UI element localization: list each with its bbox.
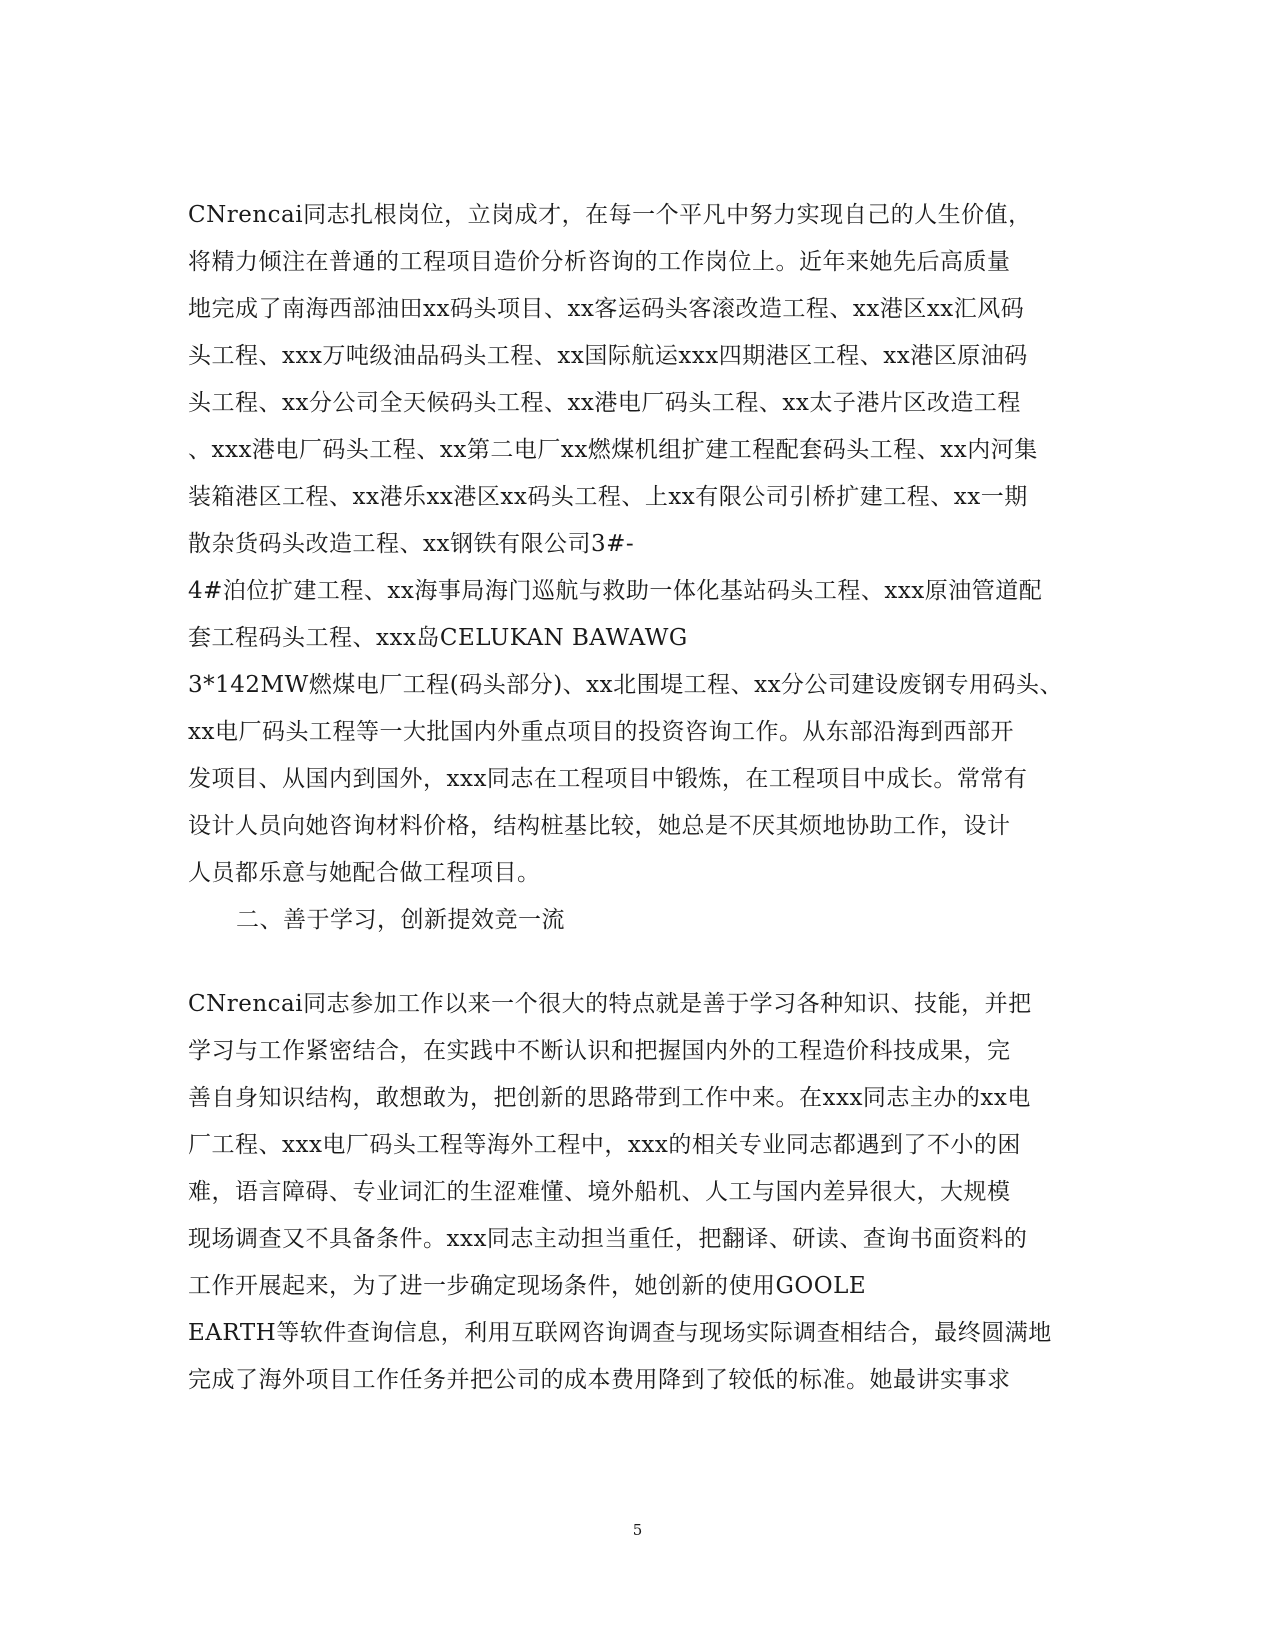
- paragraph-line: 人员都乐意与她配合做工程项目。: [188, 860, 541, 886]
- paragraph-line: 将精力倾注在普通的工程项目造价分析咨询的工作岗位上。近年来她先后高质量: [188, 249, 1011, 275]
- paragraph-line: 难，语言障碍、专业词汇的生涩难懂、境外船机、人工与国内差异很大，大规模: [188, 1179, 1011, 1205]
- section-heading: 二、善于学习，创新提效竞一流: [236, 907, 565, 933]
- paragraph-line: 善自身知识结构，敢想敢为，把创新的思路带到工作中来。在xxx同志主办的xx电: [188, 1085, 1031, 1111]
- paragraph-line: 、xxx港电厂码头工程、xx第二电厂xx燃煤机组扩建工程配套码头工程、xx内河集: [188, 437, 1038, 463]
- paragraph-line: 4#泊位扩建工程、xx海事局海门巡航与救助一体化基站码头工程、xxx原油管道配: [188, 578, 1043, 604]
- paragraph-line: CNrencai同志扎根岗位，立岗成才，在每一个平凡中努力实现自己的人生价值，: [188, 202, 1032, 228]
- paragraph-line: CNrencai同志参加工作以来一个很大的特点就是善于学习各种知识、技能，并把: [188, 991, 1032, 1017]
- paragraph-line: 发项目、从国内到国外，xxx同志在工程项目中锻炼，在工程项目中成长。常常有: [188, 766, 1028, 792]
- paragraph-line: 装箱港区工程、xx港乐xx港区xx码头工程、上xx有限公司引桥扩建工程、xx一期: [188, 484, 1028, 510]
- paragraph-line: EARTH等软件查询信息，利用互联网咨询调查与现场实际调查相结合，最终圆满地: [188, 1320, 1052, 1346]
- paragraph-line: 套工程码头工程、xxx岛CELUKAN BAWAWG: [188, 625, 688, 651]
- paragraph-line: 现场调查又不具备条件。xxx同志主动担当重任，把翻译、研读、查询书面资料的: [188, 1226, 1028, 1252]
- paragraph-line: xx电厂码头工程等一大批国内外重点项目的投资咨询工作。从东部沿海到西部开: [188, 719, 1014, 745]
- page-number: 5: [632, 1521, 643, 1539]
- paragraph-line: 工作开展起来，为了进一步确定现场条件，她创新的使用GOOLE: [188, 1273, 867, 1299]
- paragraph-line: 地完成了南海西部油田xx码头项目、xx客运码头客滚改造工程、xx港区xx汇风码: [188, 296, 1025, 322]
- paragraph-line: 学习与工作紧密结合，在实践中不断认识和把握国内外的工程造价科技成果，完: [188, 1038, 1011, 1064]
- paragraph-line: 头工程、xx分公司全天候码头工程、xx港电厂码头工程、xx太子港片区改造工程: [188, 390, 1021, 416]
- paragraph-line: 完成了海外项目工作任务并把公司的成本费用降到了较低的标准。她最讲实事求: [188, 1367, 1011, 1393]
- paragraph-line: 头工程、xxx万吨级油品码头工程、xx国际航运xxx四期港区工程、xx港区原油码: [188, 343, 1028, 369]
- paragraph-line: 设计人员向她咨询材料价格，结构桩基比较，她总是不厌其烦地协助工作，设计: [188, 813, 1011, 839]
- paragraph-line: 3*142MW燃煤电厂工程(码头部分)、xx北围堤工程、xx分公司建设废钢专用码头、: [188, 672, 1064, 698]
- paragraph-line: 厂工程、xxx电厂码头工程等海外工程中，xxx的相关专业同志都遇到了不小的困: [188, 1132, 1021, 1158]
- paragraph-line: 散杂货码头改造工程、xx钢铁有限公司3#-: [188, 531, 635, 557]
